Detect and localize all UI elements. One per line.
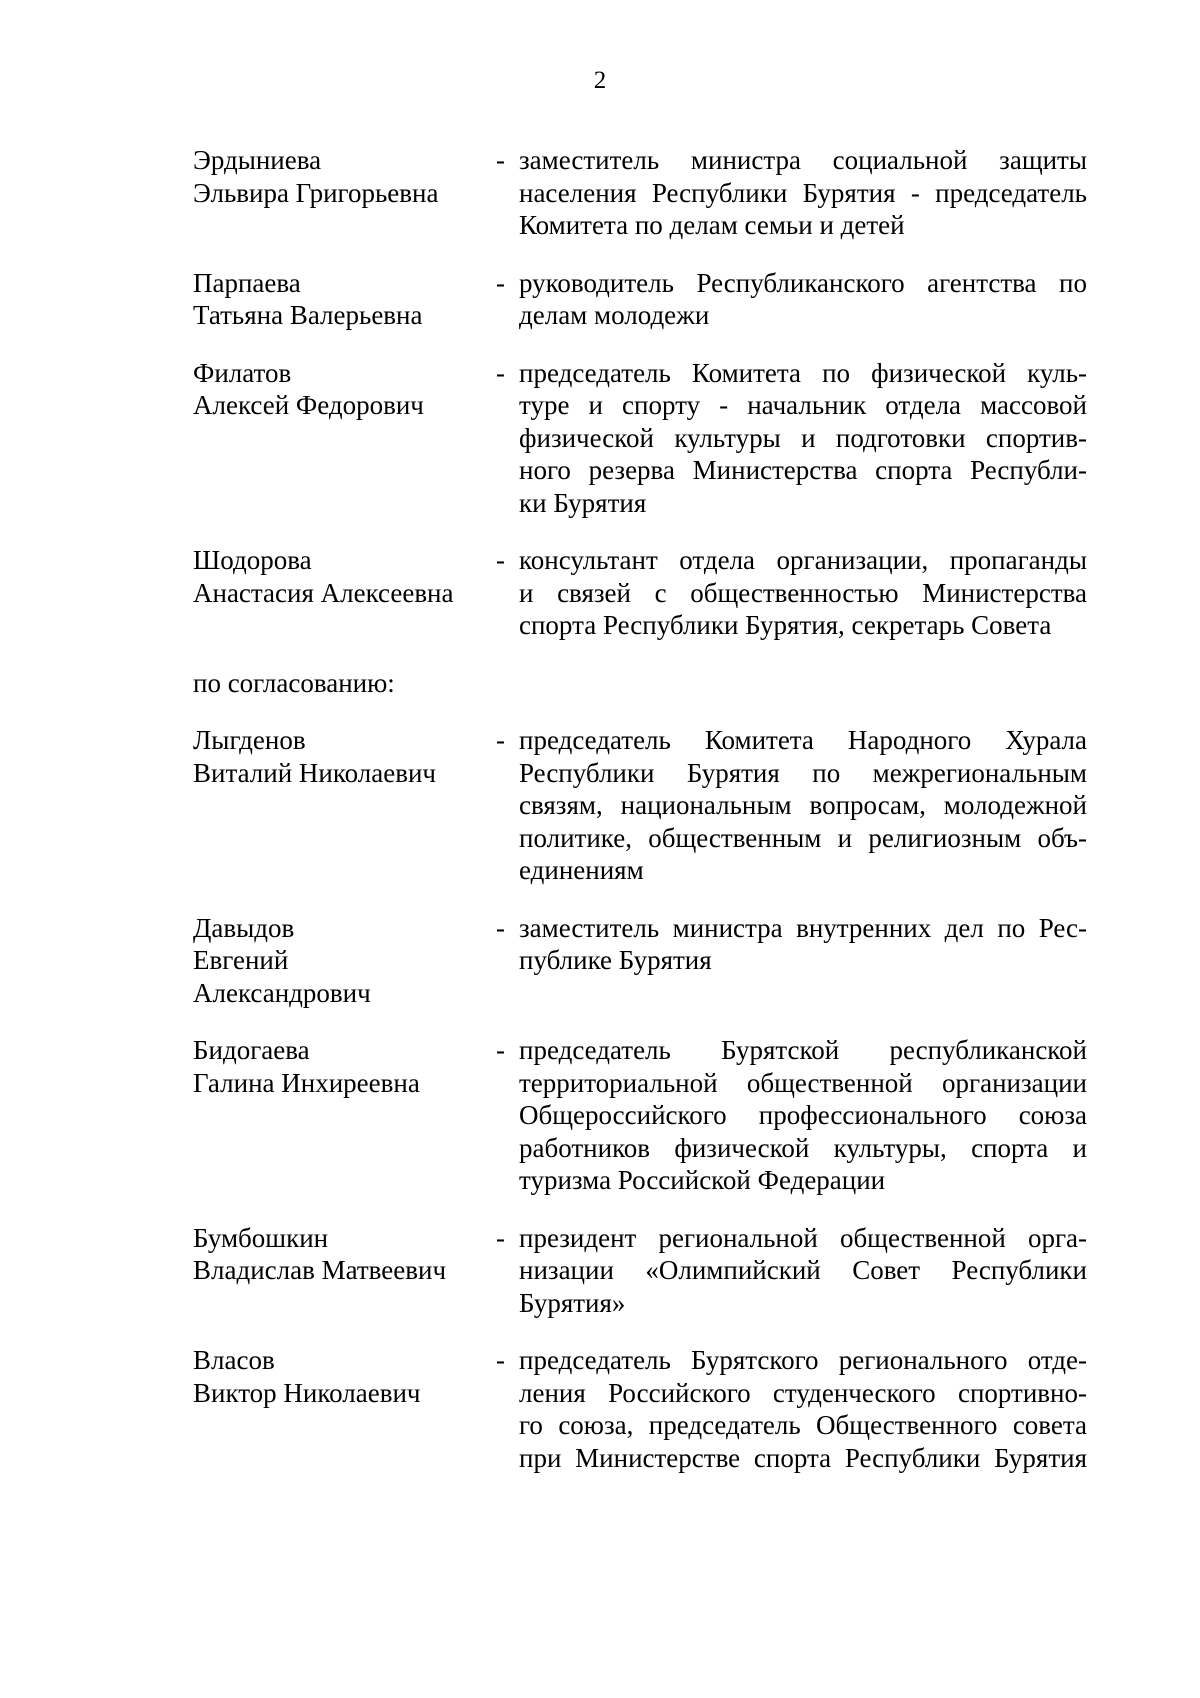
dash: - [496,545,505,575]
member-position: заместитель министра внутренних дел по Рес- публике Бурятия [519,912,1087,975]
dash: - [496,1345,505,1375]
dash: - [496,912,505,943]
dash: - [496,725,505,755]
member-entry [193,267,1087,332]
member-entry [193,1222,1087,1320]
member-position: председатель Бурятского регионального отде- ления Российского студенческого спортивно- го союза, председатель Общественного совета при Министерстве спорта Республики Бурятия [519,1345,1087,1473]
member-name: Шодорова Анастасия Алексеевна [193,545,454,608]
member-entry [193,912,1087,1010]
member-name: Бидогаева Галина Инхиреевна [193,1035,420,1098]
member-position: консультант отдела организации, пропаганды и связей с общественностью Министерства спорта Республики Бурятия, секретарь Совета [519,545,1087,640]
member-name: Бумбошкин Владислав Матвеевич [193,1222,447,1285]
member-position: председатель Комитета по физической куль- туре и спорту - начальник отдела массовой физической культуры и подготовки спортив- ного резерва Министерства спорта Республи- ки Бурятия [519,357,1087,518]
dash: - [496,1222,505,1253]
member-position: президент региональной общественной орга- низации «Олимпийский Совет Республики Бурятия» [519,1222,1087,1318]
member-position: председатель Комитета Народного Хурала Республики Бурятия по межрегиональным связям, национальным вопросам, молодежной политике, общественным и религиозным объ- единениям [519,725,1087,885]
page-number: 2 [593,67,607,94]
dash: - [496,145,505,175]
member-entry [193,1034,1087,1197]
member-entry [193,724,1087,887]
member-position: руководитель Республиканского агентства по делам молодежи [519,267,1087,330]
member-name: Давыдов Евгений Александрович [193,912,371,1008]
dash: - [496,267,505,298]
member-entry [193,1344,1087,1474]
section-label: по согласованию: [193,667,395,698]
dash: - [496,1035,505,1065]
member-name: Власов Виктор Николаевич [193,1345,421,1408]
member-entry [193,544,1087,642]
member-name: Эрдыниева Эльвира Григорьевна [193,145,439,208]
member-position: заместитель министра социальной защиты населения Республики Бурятия - председатель Комитета по делам семьи и детей [519,145,1087,240]
member-name: Лыгденов Виталий Николаевич [193,725,436,788]
member-name: Филатов Алексей Федорович [193,357,424,420]
member-entry [193,144,1087,242]
member-entry [193,357,1087,520]
member-name: Парпаева Татьяна Валерьевна [193,267,423,330]
dash: - [496,357,505,388]
member-list [193,144,1087,1474]
member-position: председатель Бурятской республиканской территориальной общественной организации Общероссийского профессионального союза работников физической культуры, спорта и туризма Российской Федерации [519,1035,1087,1195]
